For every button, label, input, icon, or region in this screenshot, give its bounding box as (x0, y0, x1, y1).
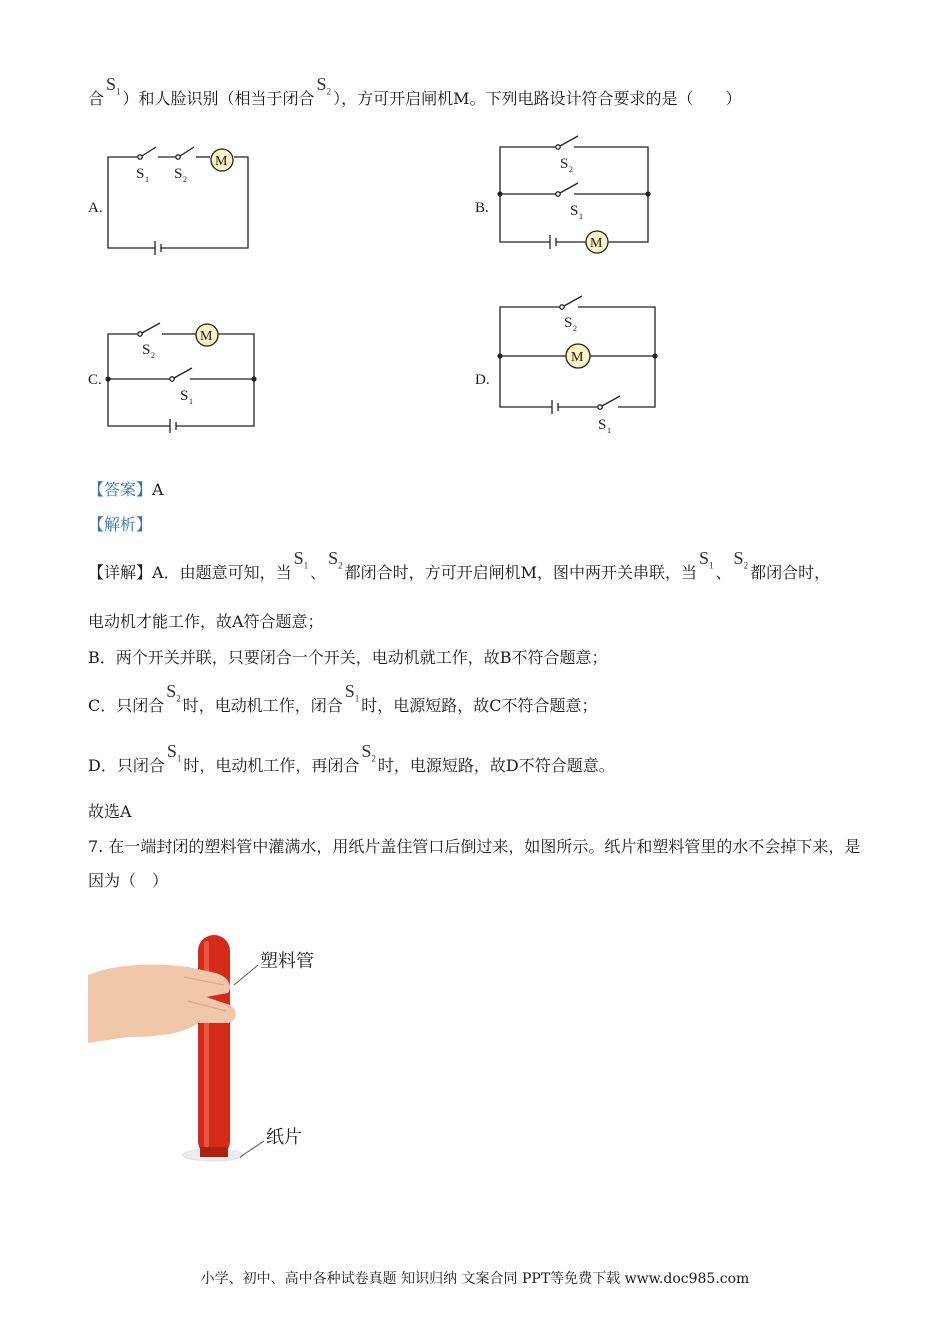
answer-value: A (152, 480, 164, 499)
paper-label: 纸片 (266, 1127, 302, 1147)
s2-symbol: $S_2$ (733, 548, 749, 571)
switch-sub: 1 (579, 212, 583, 221)
switch-label: S (180, 388, 189, 404)
s2-symbol: $S_2$ (328, 548, 343, 571)
option-a-label: A. (88, 200, 103, 216)
circuit-diagram-d (490, 290, 670, 450)
answer-line (88, 480, 164, 500)
switch-sub: 1 (607, 426, 611, 435)
answer-tag: 【答案】 (88, 480, 153, 499)
intro-mid: ）和人脸识别（相当于闭合 (122, 89, 315, 108)
detail-line-2: 电动机才能工作，故A符合题意； (88, 612, 324, 631)
question-7-text: 7. 在一端封闭的塑料管中灌满水，用纸片盖住管口后倒过来，如图所示。纸片和塑料管里的水不会掉下来，是因为（ ） (88, 837, 861, 890)
page-footer: 小学、初中、高中各种试卷真题 知识归纳 文案合同 PPT等免费下载 www.doc985.com (200, 1271, 750, 1287)
detail-text: 时，电动机工作，闭合 (182, 696, 343, 715)
detail-text: A．由题意可知，当 (152, 563, 292, 582)
s1-symbol: $S_1$ (106, 74, 121, 97)
switch-label: S (174, 166, 183, 182)
detail-text: 都闭合时， (750, 563, 831, 582)
switch-label: S (136, 166, 145, 182)
s1-symbol: $S_1$ (166, 741, 182, 764)
motor-label: M (200, 329, 213, 344)
circuit-diagram-a (100, 140, 260, 260)
tube-photo (88, 905, 328, 1185)
option-b-label: B. (475, 200, 489, 216)
detail-tag: 【详解】 (88, 563, 153, 582)
motor-label: M (571, 350, 584, 365)
analysis-tag: 【解析】 (88, 515, 153, 534)
option-c-label: C. (88, 372, 102, 388)
analysis-line (88, 515, 152, 535)
detail-line-1 (88, 548, 831, 590)
circuit-diagram-b (490, 130, 660, 260)
circuit-diagram-c (100, 315, 270, 445)
switch-sub: 1 (189, 397, 193, 406)
switch-sub: 2 (573, 324, 577, 333)
switch-label: S (560, 156, 569, 172)
detail-line-c (88, 681, 598, 723)
switch-label: S (564, 315, 573, 331)
question-intro-line (88, 74, 742, 116)
s1-symbol: $S_1$ (344, 681, 360, 704)
tube-label: 塑料管 (260, 951, 314, 971)
s2-symbol: $S_2$ (166, 681, 181, 704)
detail-text: 都闭合时，方可开启闸机M，图中两开关串联，当 (344, 563, 698, 582)
switch-label: S (598, 417, 607, 433)
conclusion-line: 故选A (88, 802, 132, 821)
switch-sub: 2 (183, 175, 187, 184)
detail-text: 时，电源短路，故C不符合题意； (361, 696, 598, 715)
intro-suffix: ），方可开启闸机M。下列电路设计符合要求的是（ ） (333, 89, 742, 108)
detail-text: C．只闭合 (88, 696, 165, 715)
detail-text: 、 (310, 563, 327, 582)
s1-symbol: $S_1$ (293, 548, 309, 571)
detail-line-d (88, 741, 615, 783)
s2-symbol: $S_2$ (316, 74, 332, 97)
motor-label: M (215, 154, 228, 169)
motor-label: M (590, 236, 603, 251)
switch-sub: 1 (145, 175, 149, 184)
detail-text: 时，电源短路，故D不符合题意。 (377, 756, 615, 775)
detail-text: D．只闭合 (88, 756, 165, 775)
detail-line-b: B．两个开关并联，只要闭合一个开关，电动机就工作，故B不符合题意； (88, 648, 608, 667)
switch-label: S (142, 342, 151, 358)
detail-text: 时，电动机工作，再闭合 (183, 756, 360, 775)
s2-symbol: $S_2$ (361, 741, 376, 764)
option-d-label: D. (475, 372, 490, 388)
switch-label: S (570, 203, 579, 219)
intro-prefix: 合 (88, 89, 105, 108)
s1-symbol: $S_1$ (699, 548, 714, 571)
switch-sub: 2 (151, 351, 155, 360)
switch-sub: 2 (569, 165, 573, 174)
detail-text: 、 (715, 563, 732, 582)
